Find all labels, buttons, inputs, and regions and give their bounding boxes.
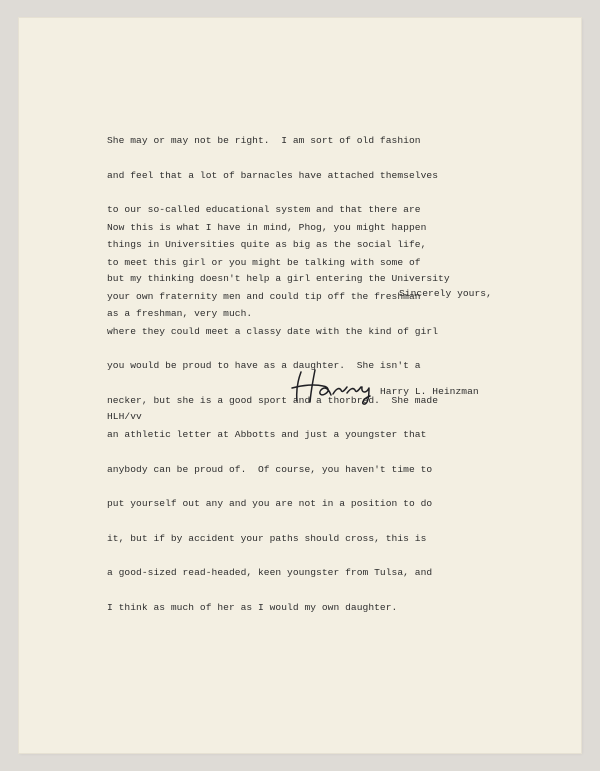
paragraph-2-line: anybody can be proud of. Of course, you haven't time to [107, 463, 433, 475]
paragraph-2-line: it, but if by accident your paths should cross, this is [107, 532, 427, 544]
signer-name: Harry L. Heinzman [380, 386, 479, 397]
paragraph-2-line: put yourself out any and you are not in a position to do [107, 498, 433, 509]
closing-salutation: Sincerely yours, [399, 288, 492, 299]
reference-initials: HLH/vv [107, 411, 142, 422]
paragraph-2-line: to meet this girl or you might be talking with some of [107, 256, 421, 268]
paragraph-2-line: your own fraternity men and could tip off the freshman [107, 291, 421, 302]
letter-page [19, 18, 581, 753]
paragraph-2 [107, 199, 438, 636]
paragraph-1-line: things in Universities quite as big as the social life, [107, 238, 427, 250]
paragraph-1-line: and feel that a lot of barnacles have attached themselves [107, 169, 439, 181]
paragraph-2-line: a good-sized read-headed, keen youngster from Tulsa, and [107, 567, 433, 578]
paragraph-1-line: to our so-called educational system and that there are [107, 204, 421, 215]
paragraph-1-line: as a freshman, very much. [107, 307, 253, 319]
paragraph-2-line: I think as much of her as I would my own daughter. [107, 601, 398, 613]
paragraph-1-line: She may or may not be right. I am sort of old fashion [107, 135, 421, 146]
paragraph-2-line: Now this is what I have in mind, Phog, you might happen [107, 222, 427, 233]
paragraph-1-line: but my thinking doesn't help a girl entering the University [107, 273, 450, 284]
paragraph-2-line: where they could meet a classy date with the kind of girl [107, 325, 439, 337]
paragraph-2-line: an athletic letter at Abbotts and just a youngster that [107, 429, 427, 440]
paragraph-2-line: you would be proud to have as a daughter. She isn't a [107, 360, 421, 371]
paragraph-2-line: necker, but she is a good sport and a thorbred. She made [107, 394, 439, 406]
